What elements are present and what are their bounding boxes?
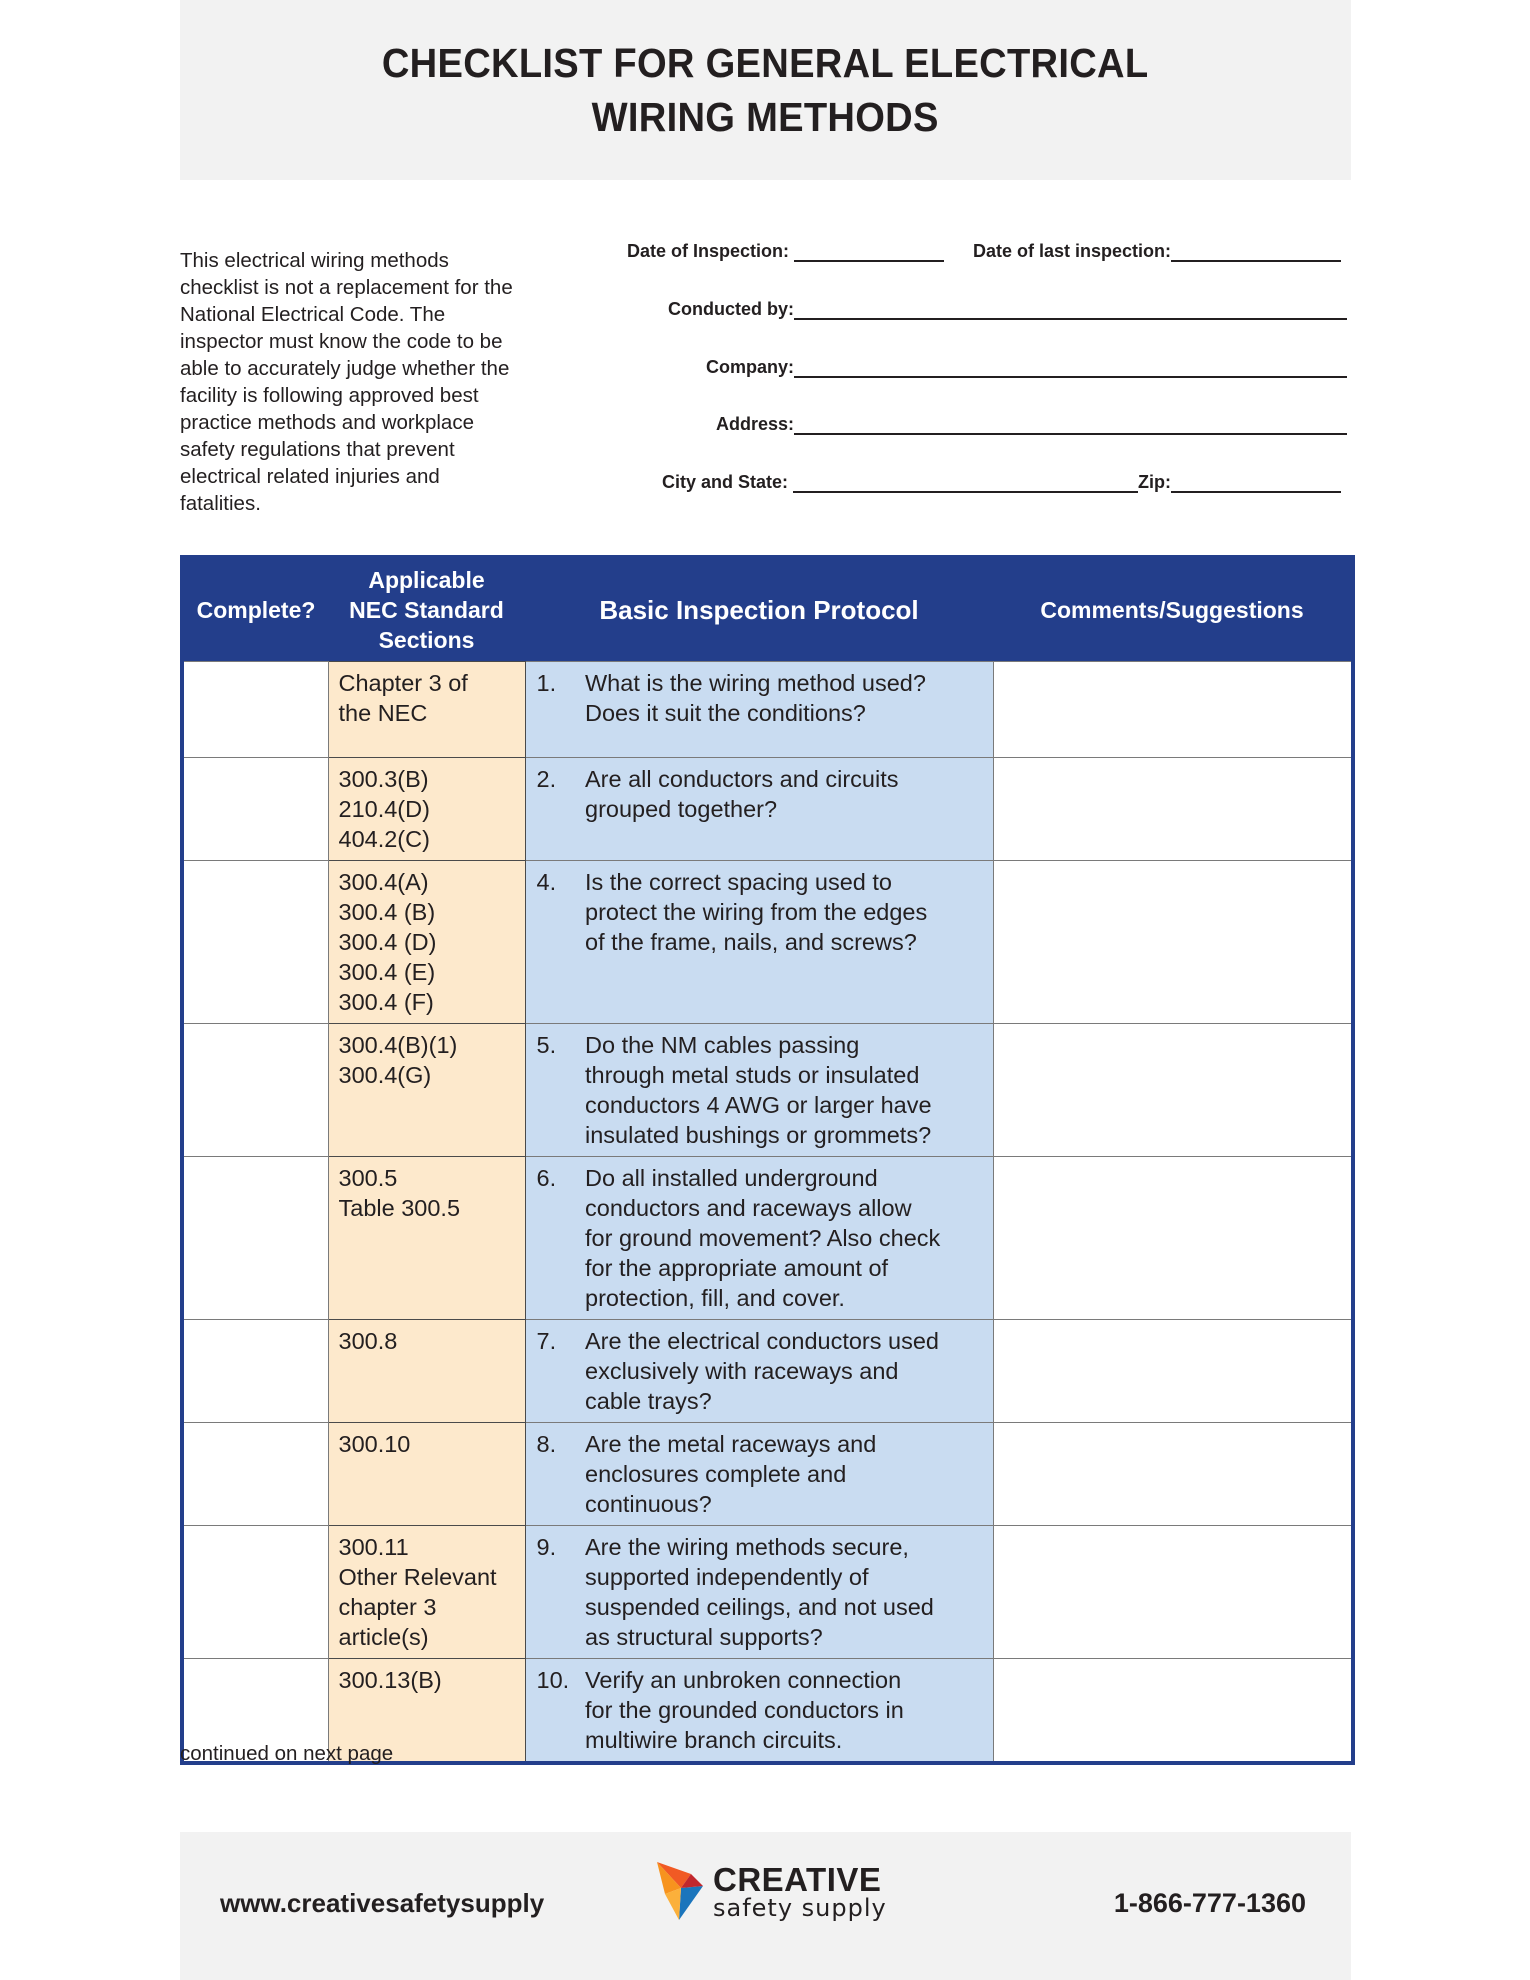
nec-section-cell — [328, 1320, 525, 1423]
protocol-cell — [585, 1423, 993, 1526]
comments-cell[interactable] — [993, 861, 1353, 1024]
table-row — [182, 1526, 1353, 1659]
protocol-line: for ground movement? Also check — [585, 1225, 941, 1251]
continued-note: continued on next page — [180, 1742, 394, 1765]
protocol-cell — [585, 1659, 993, 1764]
conducted-by-line[interactable] — [794, 298, 1347, 320]
table-row — [182, 758, 1353, 861]
complete-cell[interactable] — [182, 1157, 328, 1320]
nec-section-line: 300.4(A) — [338, 869, 429, 895]
comments-cell[interactable] — [993, 758, 1353, 861]
nec-section-line: 300.4 (D) — [338, 929, 437, 955]
protocol-line: Are the electrical conductors used — [585, 1328, 939, 1354]
nec-section-line: article(s) — [338, 1624, 429, 1650]
header-nec-sections — [328, 557, 525, 662]
city-state-field[interactable] — [662, 471, 1341, 493]
header-protocol: Basic Inspection Protocol — [525, 557, 993, 662]
protocol-line: cable trays? — [585, 1388, 712, 1414]
nec-section-line: 300.4 (F) — [338, 989, 434, 1015]
protocol-line: suspended ceilings, and not used — [585, 1594, 934, 1620]
nec-section-line: 300.4(G) — [338, 1062, 432, 1088]
protocol-line: through metal studs or insulated — [585, 1062, 920, 1088]
checklist-table-wrapper — [180, 555, 1351, 1765]
protocol-line: conductors and raceways allow — [585, 1195, 912, 1221]
table-row — [182, 1024, 1353, 1157]
comments-cell[interactable] — [993, 662, 1353, 758]
footer-phone[interactable]: 1-866-777-1360 — [1113, 1888, 1306, 1918]
nec-section-line: 300.13(B) — [338, 1667, 442, 1693]
conducted-by-field[interactable] — [668, 298, 1347, 320]
table-row — [182, 662, 1353, 758]
protocol-line: multiwire branch circuits. — [585, 1727, 843, 1753]
protocol-line: continuous? — [585, 1491, 712, 1517]
nec-section-cell — [328, 1157, 525, 1320]
nec-section-line: 300.5 — [338, 1165, 398, 1191]
protocol-line: Do all installed underground — [585, 1165, 878, 1191]
comments-cell[interactable] — [993, 1320, 1353, 1423]
protocol-line: Are the metal raceways and — [585, 1431, 877, 1457]
brand-tagline: safety supply — [713, 1893, 887, 1922]
nec-section-cell — [328, 758, 525, 861]
comments-cell[interactable] — [993, 1526, 1353, 1659]
protocol-cell — [585, 662, 993, 758]
page-footer — [180, 1832, 1351, 1980]
complete-cell[interactable] — [182, 662, 328, 758]
nec-section-line: 300.4 (E) — [338, 959, 436, 985]
complete-cell[interactable] — [182, 861, 328, 1024]
header-nec-line-3: Sections — [378, 627, 475, 653]
intro-text: This electrical wiring methods checklist is not a replacement for the National Electrical Code. The inspector must know the code to be able to accurately judge whether the facility is following approved best practice methods and workplace safety regulations that prevent electrical related injuries and fatalities. — [180, 249, 513, 515]
protocol-line: Are the wiring methods secure, — [585, 1534, 909, 1560]
brand-logo — [655, 1860, 887, 1922]
protocol-line: insulated bushings or grommets? — [585, 1122, 932, 1148]
header-complete: Complete? — [182, 557, 328, 662]
nec-section-cell — [328, 662, 525, 758]
protocol-line: of the frame, nails, and screws? — [585, 929, 917, 955]
address-label: Address: — [716, 414, 795, 434]
table-row — [182, 1320, 1353, 1423]
protocol-cell — [585, 861, 993, 1024]
protocol-line: Is the correct spacing used to — [585, 869, 892, 895]
nec-section-line: chapter 3 — [338, 1594, 437, 1620]
table-row — [182, 861, 1353, 1024]
city-state-label: City and State: — [662, 472, 789, 492]
nec-section-line: 404.2(C) — [338, 826, 430, 852]
address-field[interactable] — [716, 413, 1347, 435]
nec-section-line: 300.10 — [338, 1431, 411, 1457]
comments-cell[interactable] — [993, 1024, 1353, 1157]
conducted-by-label: Conducted by: — [668, 299, 794, 319]
protocol-line: supported independently of — [585, 1564, 869, 1590]
nec-section-line: 210.4(D) — [338, 796, 430, 822]
footer-website[interactable]: www.creativesafetysupply — [220, 1888, 545, 1918]
protocol-line: grouped together? — [585, 796, 778, 822]
protocol-line: Do the NM cables passing — [585, 1032, 860, 1058]
nec-section-line: Table 300.5 — [338, 1195, 461, 1221]
header-nec-line-1: Applicable — [368, 567, 485, 593]
address-line[interactable] — [794, 413, 1347, 435]
protocol-cell — [585, 758, 993, 861]
complete-cell[interactable] — [182, 1024, 328, 1157]
nec-section-line: 300.4 (B) — [338, 899, 436, 925]
item-number: 6. — [525, 1157, 585, 1320]
item-number: 1. — [525, 662, 585, 758]
title-line-1: CHECKLIST FOR GENERAL ELECTRICAL — [382, 40, 1149, 86]
protocol-cell — [585, 1320, 993, 1423]
creative-logo-icon — [655, 1860, 705, 1922]
nec-section-line: Chapter 3 of — [338, 670, 468, 696]
nec-section-line: the NEC — [338, 700, 428, 726]
nec-section-line: 300.4(B)(1) — [338, 1032, 458, 1058]
item-number: 7. — [525, 1320, 585, 1423]
item-number: 2. — [525, 758, 585, 861]
complete-cell[interactable] — [182, 1423, 328, 1526]
date-of-inspection-label: Date of Inspection: — [627, 241, 790, 261]
page-header — [180, 0, 1351, 180]
item-number: 8. — [525, 1423, 585, 1526]
protocol-line: as structural supports? — [585, 1624, 823, 1650]
page-title — [382, 36, 1149, 144]
complete-cell[interactable] — [182, 1526, 328, 1659]
zip-label: Zip: — [1138, 472, 1172, 492]
protocol-cell — [585, 1157, 993, 1320]
item-number: 9. — [525, 1526, 585, 1659]
protocol-line: enclosures complete and — [585, 1461, 847, 1487]
item-number: 5. — [525, 1024, 585, 1157]
brand-text — [713, 1860, 887, 1922]
protocol-line: protect the wiring from the edges — [585, 899, 928, 925]
date-of-last-inspection-label: Date of last inspection: — [973, 241, 1172, 261]
protocol-line: for the grounded conductors in — [585, 1697, 904, 1723]
city-state-line[interactable] — [793, 471, 1138, 493]
company-label: Company: — [706, 357, 795, 377]
nec-section-cell — [328, 1024, 525, 1157]
header-nec-line-2: NEC Standard — [349, 597, 504, 623]
zip-line[interactable] — [1171, 471, 1341, 493]
table-row — [182, 1423, 1353, 1526]
comments-cell[interactable] — [993, 1659, 1353, 1764]
item-number: 10. — [525, 1659, 585, 1764]
protocol-line: conductors 4 AWG or larger have — [585, 1092, 932, 1118]
date-of-last-inspection-line[interactable] — [1171, 240, 1341, 262]
header-comments: Comments/Suggestions — [993, 557, 1353, 662]
item-number: 4. — [525, 861, 585, 1024]
complete-cell[interactable] — [182, 1320, 328, 1423]
comments-cell[interactable] — [993, 1157, 1353, 1320]
comments-cell[interactable] — [993, 1423, 1353, 1526]
protocol-line: What is the wiring method used? — [585, 670, 926, 696]
table-header-row — [182, 557, 1353, 662]
nec-section-line: Other Relevant — [338, 1564, 497, 1590]
protocol-line: Does it suit the conditions? — [585, 700, 866, 726]
company-field[interactable] — [706, 356, 1347, 378]
title-line-2: WIRING METHODS — [591, 94, 940, 140]
protocol-line: protection, fill, and cover. — [585, 1285, 845, 1311]
brand-name: CREATIVE — [713, 1860, 882, 1898]
nec-section-line: 300.3(B) — [338, 766, 429, 792]
protocol-cell — [585, 1024, 993, 1157]
protocol-line: Verify an unbroken connection — [585, 1667, 902, 1693]
date-of-inspection-field[interactable] — [627, 240, 944, 262]
date-of-inspection-line[interactable] — [794, 240, 944, 262]
complete-cell[interactable] — [182, 758, 328, 861]
nec-section-line: 300.8 — [338, 1328, 398, 1354]
company-line[interactable] — [794, 356, 1347, 378]
date-of-last-inspection-field[interactable] — [973, 240, 1341, 262]
checklist-table — [180, 555, 1355, 1765]
nec-section-cell — [328, 861, 525, 1024]
protocol-line: for the appropriate amount of — [585, 1255, 889, 1281]
protocol-cell — [585, 1526, 993, 1659]
protocol-line: exclusively with raceways and — [585, 1358, 899, 1384]
protocol-line: Are all conductors and circuits — [585, 766, 899, 792]
nec-section-cell — [328, 1423, 525, 1526]
nec-section-cell — [328, 1526, 525, 1659]
table-row — [182, 1157, 1353, 1320]
nec-section-line: 300.11 — [338, 1534, 409, 1560]
